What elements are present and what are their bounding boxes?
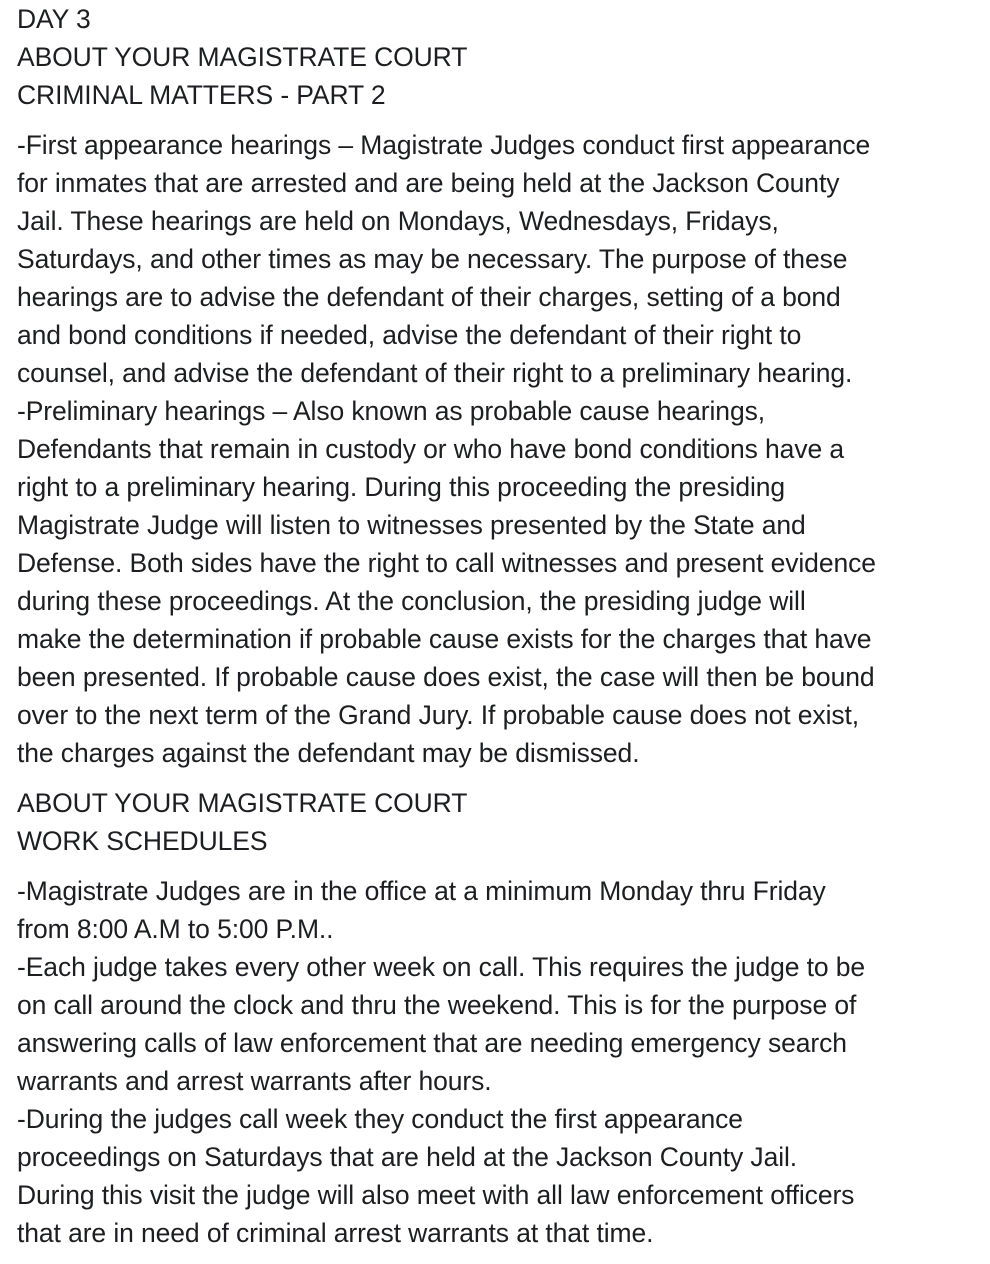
paragraph-gap [17,772,975,784]
paragraph-line: Jail. These hearings are held on Mondays, Wednesdays, Fridays, [17,206,779,236]
paragraph-line: proceedings on Saturdays that are held at the Jackson County Jail. [17,1142,798,1172]
criminal-matters-paragraph [17,126,975,772]
work-schedules-paragraph [17,872,975,1252]
paragraph-line: been presented. If probable cause does exist, the case will then be bound [17,662,875,692]
post-text [17,0,975,1252]
paragraph-line: make the determination if probable cause exists for the charges that have [17,624,872,654]
section-subtitle: CRIMINAL MATTERS - PART 2 [17,80,386,110]
paragraph-gap [17,114,975,126]
paragraph-line: -First appearance hearings – Magistrate Judges conduct first appearance [17,130,871,160]
paragraph-line: and bond conditions if needed, advise the defendant of their right to [17,320,802,350]
paragraph-line: warrants and arrest warrants after hours. [17,1066,492,1096]
paragraph-line: counsel, and advise the defendant of their right to a preliminary hearing. [17,358,853,388]
paragraph-line: for inmates that are arrested and are being held at the Jackson County [17,168,840,198]
day-label: DAY 3 [17,4,91,34]
paragraph-line: over to the next term of the Grand Jury. If probable cause does not exist, [17,700,860,730]
paragraph-line: -Magistrate Judges are in the office at a minimum Monday thru Friday [17,876,826,906]
paragraph-line: that are in need of criminal arrest warrants at that time. [17,1218,654,1248]
paragraph-line: -During the judges call week they conduct the first appearance [17,1104,743,1134]
paragraph-line: during these proceedings. At the conclusion, the presiding judge will [17,586,806,616]
paragraph-line: -Preliminary hearings – Also known as probable cause hearings, [17,396,765,426]
header-block [17,0,975,114]
paragraph-line: -Each judge takes every other week on call. This requires the judge to be [17,952,866,982]
section-title: ABOUT YOUR MAGISTRATE COURT [17,42,468,72]
paragraph-line: from 8:00 A.M to 5:00 P.M.. [17,914,334,944]
section-subtitle: WORK SCHEDULES [17,826,268,856]
paragraph-line: During this visit the judge will also meet with all law enforcement officers [17,1180,855,1210]
paragraph-line: hearings are to advise the defendant of their charges, setting of a bond [17,282,841,312]
paragraph-line: Defendants that remain in custody or who have bond conditions have a [17,434,845,464]
section-title: ABOUT YOUR MAGISTRATE COURT [17,788,468,818]
paragraph-line: right to a preliminary hearing. During this proceeding the presiding [17,472,786,502]
paragraph-line: Magistrate Judge will listen to witnesses presented by the State and [17,510,806,540]
paragraph-line: on call around the clock and thru the weekend. This is for the purpose of [17,990,857,1020]
paragraph-line: Saturdays, and other times as may be necessary. The purpose of these [17,244,848,274]
paragraph-line: Defense. Both sides have the right to call witnesses and present evidence [17,548,876,578]
schedules-header-block [17,784,975,860]
paragraph-gap [17,860,975,872]
paragraph-line: answering calls of law enforcement that are needing emergency search [17,1028,847,1058]
paragraph-line: the charges against the defendant may be dismissed. [17,738,640,768]
